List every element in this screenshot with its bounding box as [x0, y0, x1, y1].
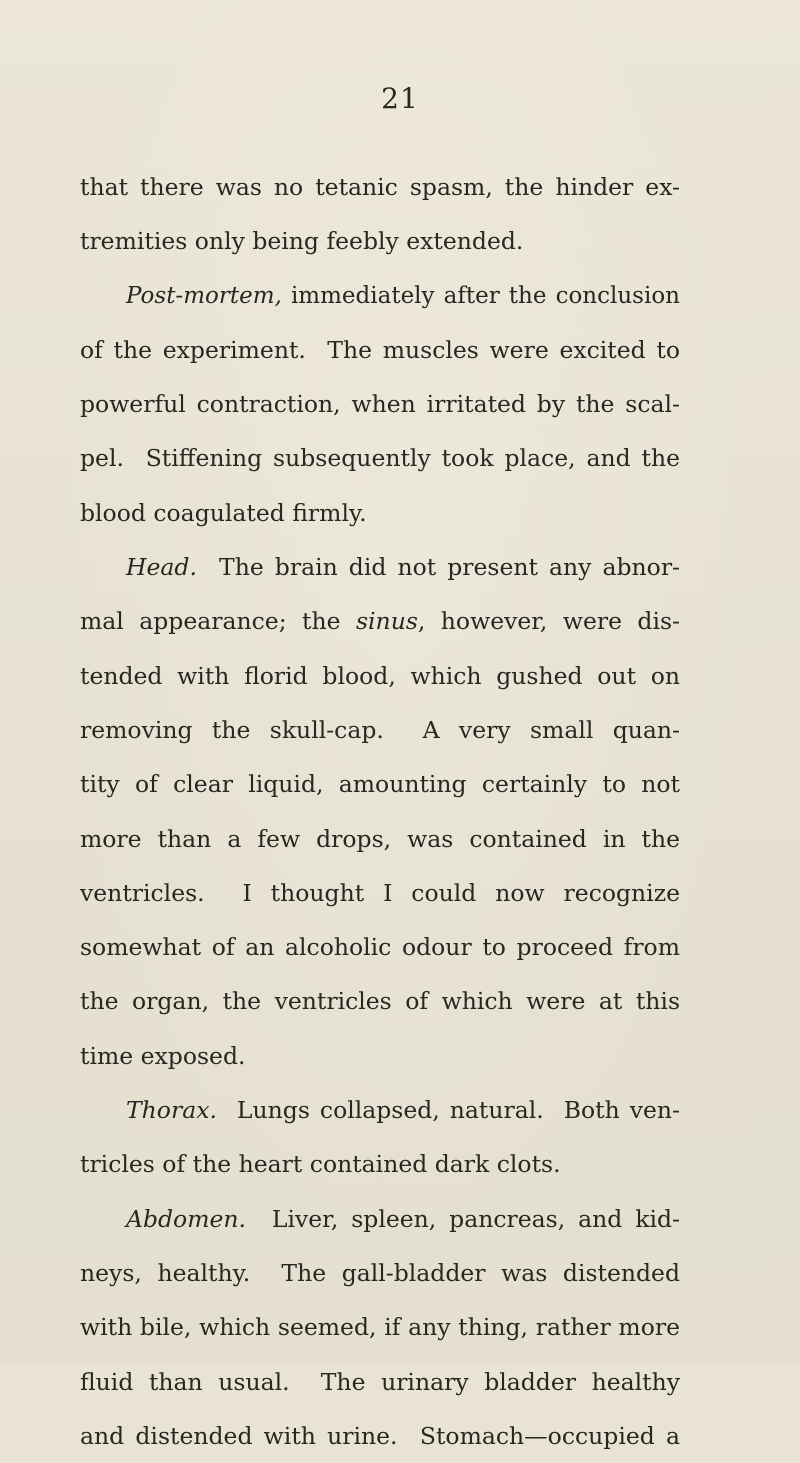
- section-heading: Post-mortem,: [126, 282, 282, 309]
- line-text: time exposed.: [80, 1041, 246, 1070]
- text-line: [80, 486, 680, 540]
- body-text: [80, 160, 680, 1463]
- text-line: [80, 1355, 680, 1409]
- text-line: [80, 377, 680, 431]
- text-line: [80, 1409, 680, 1463]
- page-number: 21: [381, 82, 419, 115]
- text-line: [80, 866, 680, 920]
- text-line: [80, 812, 680, 866]
- line-text: more than a few drops, was contained in the: [80, 824, 680, 853]
- line-text: powerful contraction, when irritated by the scal-: [80, 390, 680, 419]
- text-line: [80, 1192, 680, 1246]
- text-line: [80, 1246, 680, 1300]
- line-text: pel. Stiffening subsequently took place, and the: [80, 444, 680, 473]
- line-text: tended with florid blood, which gushed out on: [80, 661, 680, 690]
- line-text: blood coagulated firmly.: [80, 498, 367, 527]
- text-line: [80, 703, 680, 757]
- line-text: the organ, the ventricles of which were at this: [80, 987, 680, 1016]
- text-line: [80, 1029, 680, 1083]
- line-text: and distended with urine. Stomach—occupied a: [80, 1421, 680, 1450]
- line-text: tremities only being feebly extended.: [80, 227, 524, 256]
- text-line: [80, 269, 680, 323]
- line-text: ventricles. I thought I could now recognize: [80, 878, 680, 907]
- text-line: [80, 1300, 680, 1354]
- line-text: of the experiment. The muscles were excited to: [80, 335, 680, 364]
- text-line: [80, 920, 680, 974]
- text-line: [80, 974, 680, 1028]
- line-text: Lungs collapsed, natural. Both ven-: [216, 1096, 680, 1125]
- section-heading: Abdomen.: [126, 1204, 247, 1233]
- text-line: [80, 594, 680, 648]
- text-line: [80, 214, 680, 268]
- line-text: mal appearance; the sinus, however, were dis-: [80, 607, 680, 636]
- line-text: with bile, which seemed, if any thing, rather more: [80, 1313, 680, 1342]
- text-line: [80, 431, 680, 485]
- line-text: Liver, spleen, pancreas, and kid-: [246, 1204, 680, 1233]
- line-text: tity of clear liquid, amounting certainly to not: [80, 770, 680, 799]
- line-text: somewhat of an alcoholic odour to proceed from: [80, 933, 680, 962]
- line-text: removing the skull-cap. A very small quan-: [80, 715, 680, 744]
- line-text: fluid than usual. The urinary bladder healthy: [80, 1367, 680, 1396]
- line-text: that there was no tetanic spasm, the hinder ex-: [80, 173, 680, 201]
- text-line: [80, 323, 680, 377]
- line-text: immediately after the conclusion: [281, 282, 680, 309]
- text-line: [80, 540, 680, 594]
- section-heading: Thorax.: [126, 1096, 217, 1125]
- line-text: neys, healthy. The gall-bladder was distended: [80, 1258, 680, 1287]
- line-text: The brain did not present any abnor-: [196, 553, 680, 582]
- italic-word: sinus: [355, 607, 418, 636]
- text-line: [80, 649, 680, 703]
- section-heading: Head.: [126, 553, 197, 582]
- text-line: [80, 1137, 680, 1191]
- text-line: [80, 1083, 680, 1137]
- line-text: tricles of the heart contained dark clots.: [80, 1150, 561, 1179]
- text-line: [80, 160, 680, 214]
- text-line: [80, 757, 680, 811]
